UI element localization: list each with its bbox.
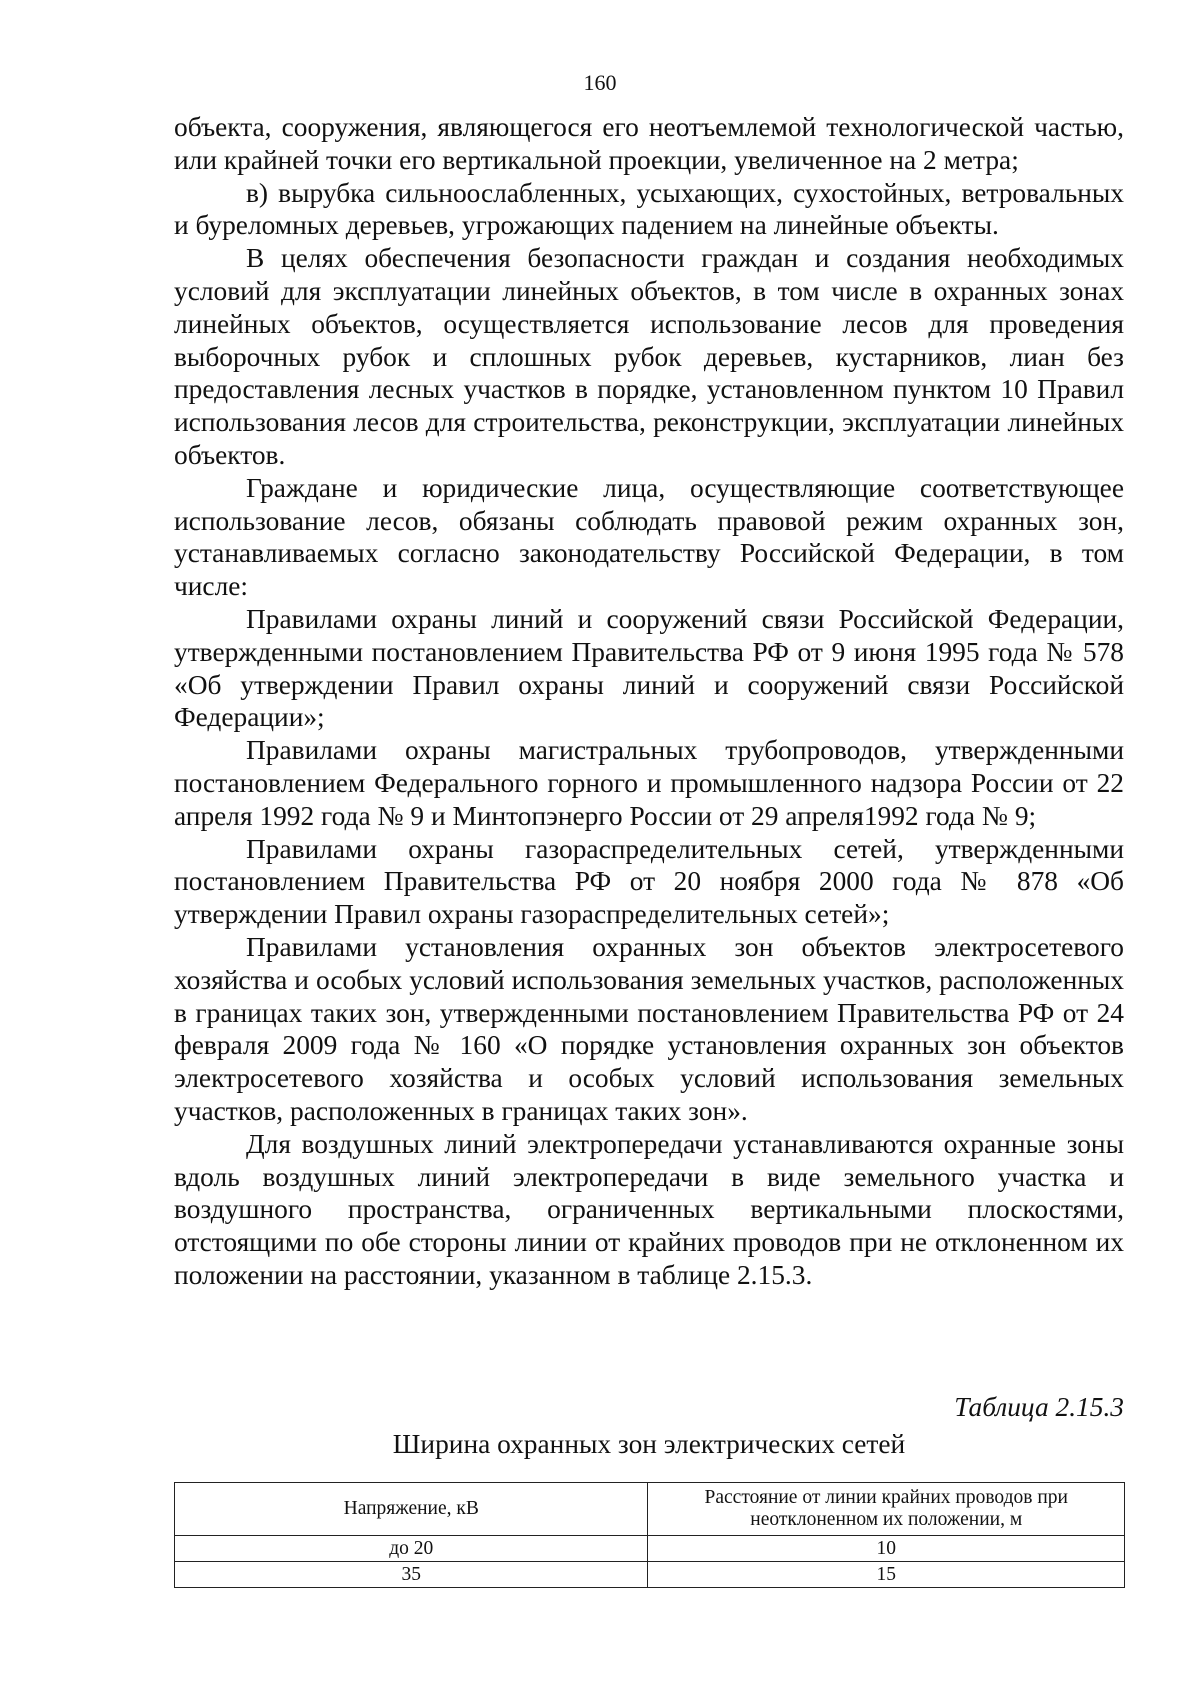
paragraph: Граждане и юридические лица, осуществляющие соответствующее использование лесов, обязаны соблюдать правовой режим охранных зон, устанавливаемых согласно законодательству Российской Федерации, в том числе: bbox=[174, 472, 1124, 602]
table-title: Ширина охранных зон электрических сетей bbox=[392, 1429, 906, 1459]
paragraph: Правилами охраны газораспределительных сетей, утвержденными постановлением Правительства РФ от 20 ноября 2000 года № 878 «Об утверждении Правил охраны газораспределительных сетей»; bbox=[174, 833, 1124, 930]
paragraph: Правилами охраны линий и сооружений связи Российской Федерации, утвержденными постановлением Правительства РФ от 9 июня 1995 года № 578 «Об утверждении Правил охраны линий и сооружений связи Российской Федерации»; bbox=[174, 603, 1124, 733]
header-distance: Расстояние от линии крайних проводов при неотклоненном их положении, м bbox=[648, 1483, 1125, 1536]
table-caption: Таблица 2.15.3 bbox=[954, 1392, 1124, 1422]
cell-voltage: 35 bbox=[175, 1562, 648, 1588]
paragraph: объекта, сооружения, являющегося его неотъемлемой технологической частью, или крайней точки его вертикальной проекции, увеличенное на 2 метра; bbox=[174, 112, 1124, 175]
protection-zones-table bbox=[174, 1482, 1125, 1588]
body-text bbox=[174, 111, 1124, 1292]
paragraph: В целях обеспечения безопасности граждан и создания необходимых условий для эксплуатации линейных объектов, в том числе в охранных зонах линейных объектов, осуществляется использование лесов для проведения выборочных рубок и сплошных рубок деревьев, кустарников, лиан без предоставления лесных участков в порядке, установленном пунктом 10 Правил использования лесов для строительства, реконструкции, эксплуатации линейных объектов. bbox=[174, 243, 1124, 470]
page-number: 160 bbox=[583, 70, 617, 95]
paragraph: Правилами охраны магистральных трубопроводов, утвержденными постановлением Федерального горного и промышленного надзора России от 22 апреля 1992 года № 9 и Минтопэнерго России от 29 апреля1992 года № 9; bbox=[174, 735, 1124, 831]
header-voltage: Напряжение, кВ bbox=[175, 1483, 648, 1536]
table-header-row bbox=[175, 1483, 1125, 1536]
table-row bbox=[175, 1562, 1125, 1588]
paragraph: в) вырубка сильноослабленных, усыхающих, сухостойных, ветровальных и буреломных деревьев, угрожающих падением на линейные объекты. bbox=[174, 177, 1124, 241]
cell-voltage: до 20 bbox=[175, 1536, 648, 1562]
paragraph: Правилами установления охранных зон объектов электросетевого хозяйства и особых условий использования земельных участков, расположенных в границах таких зон, утвержденными постановлением Правительства РФ от 24 февраля 2009 года № 160 «О порядке установления охранных зон объектов электросетевого хозяйства и особых условий использования земельных участков, расположенных в границах таких зон». bbox=[174, 931, 1124, 1126]
paragraph: Для воздушных линий электропередачи устанавливаются охранные зоны вдоль воздушных линий электропередачи в виде земельного участка и воздушного пространства, ограниченных вертикальными плоскостями, отстоящими по обе стороны линии от крайних проводов при не отклоненном их положении на расстоянии, указанном в таблице 2.15.3. bbox=[174, 1128, 1124, 1290]
table-row bbox=[175, 1536, 1125, 1562]
cell-distance: 10 bbox=[648, 1536, 1125, 1562]
cell-distance: 15 bbox=[648, 1562, 1125, 1588]
